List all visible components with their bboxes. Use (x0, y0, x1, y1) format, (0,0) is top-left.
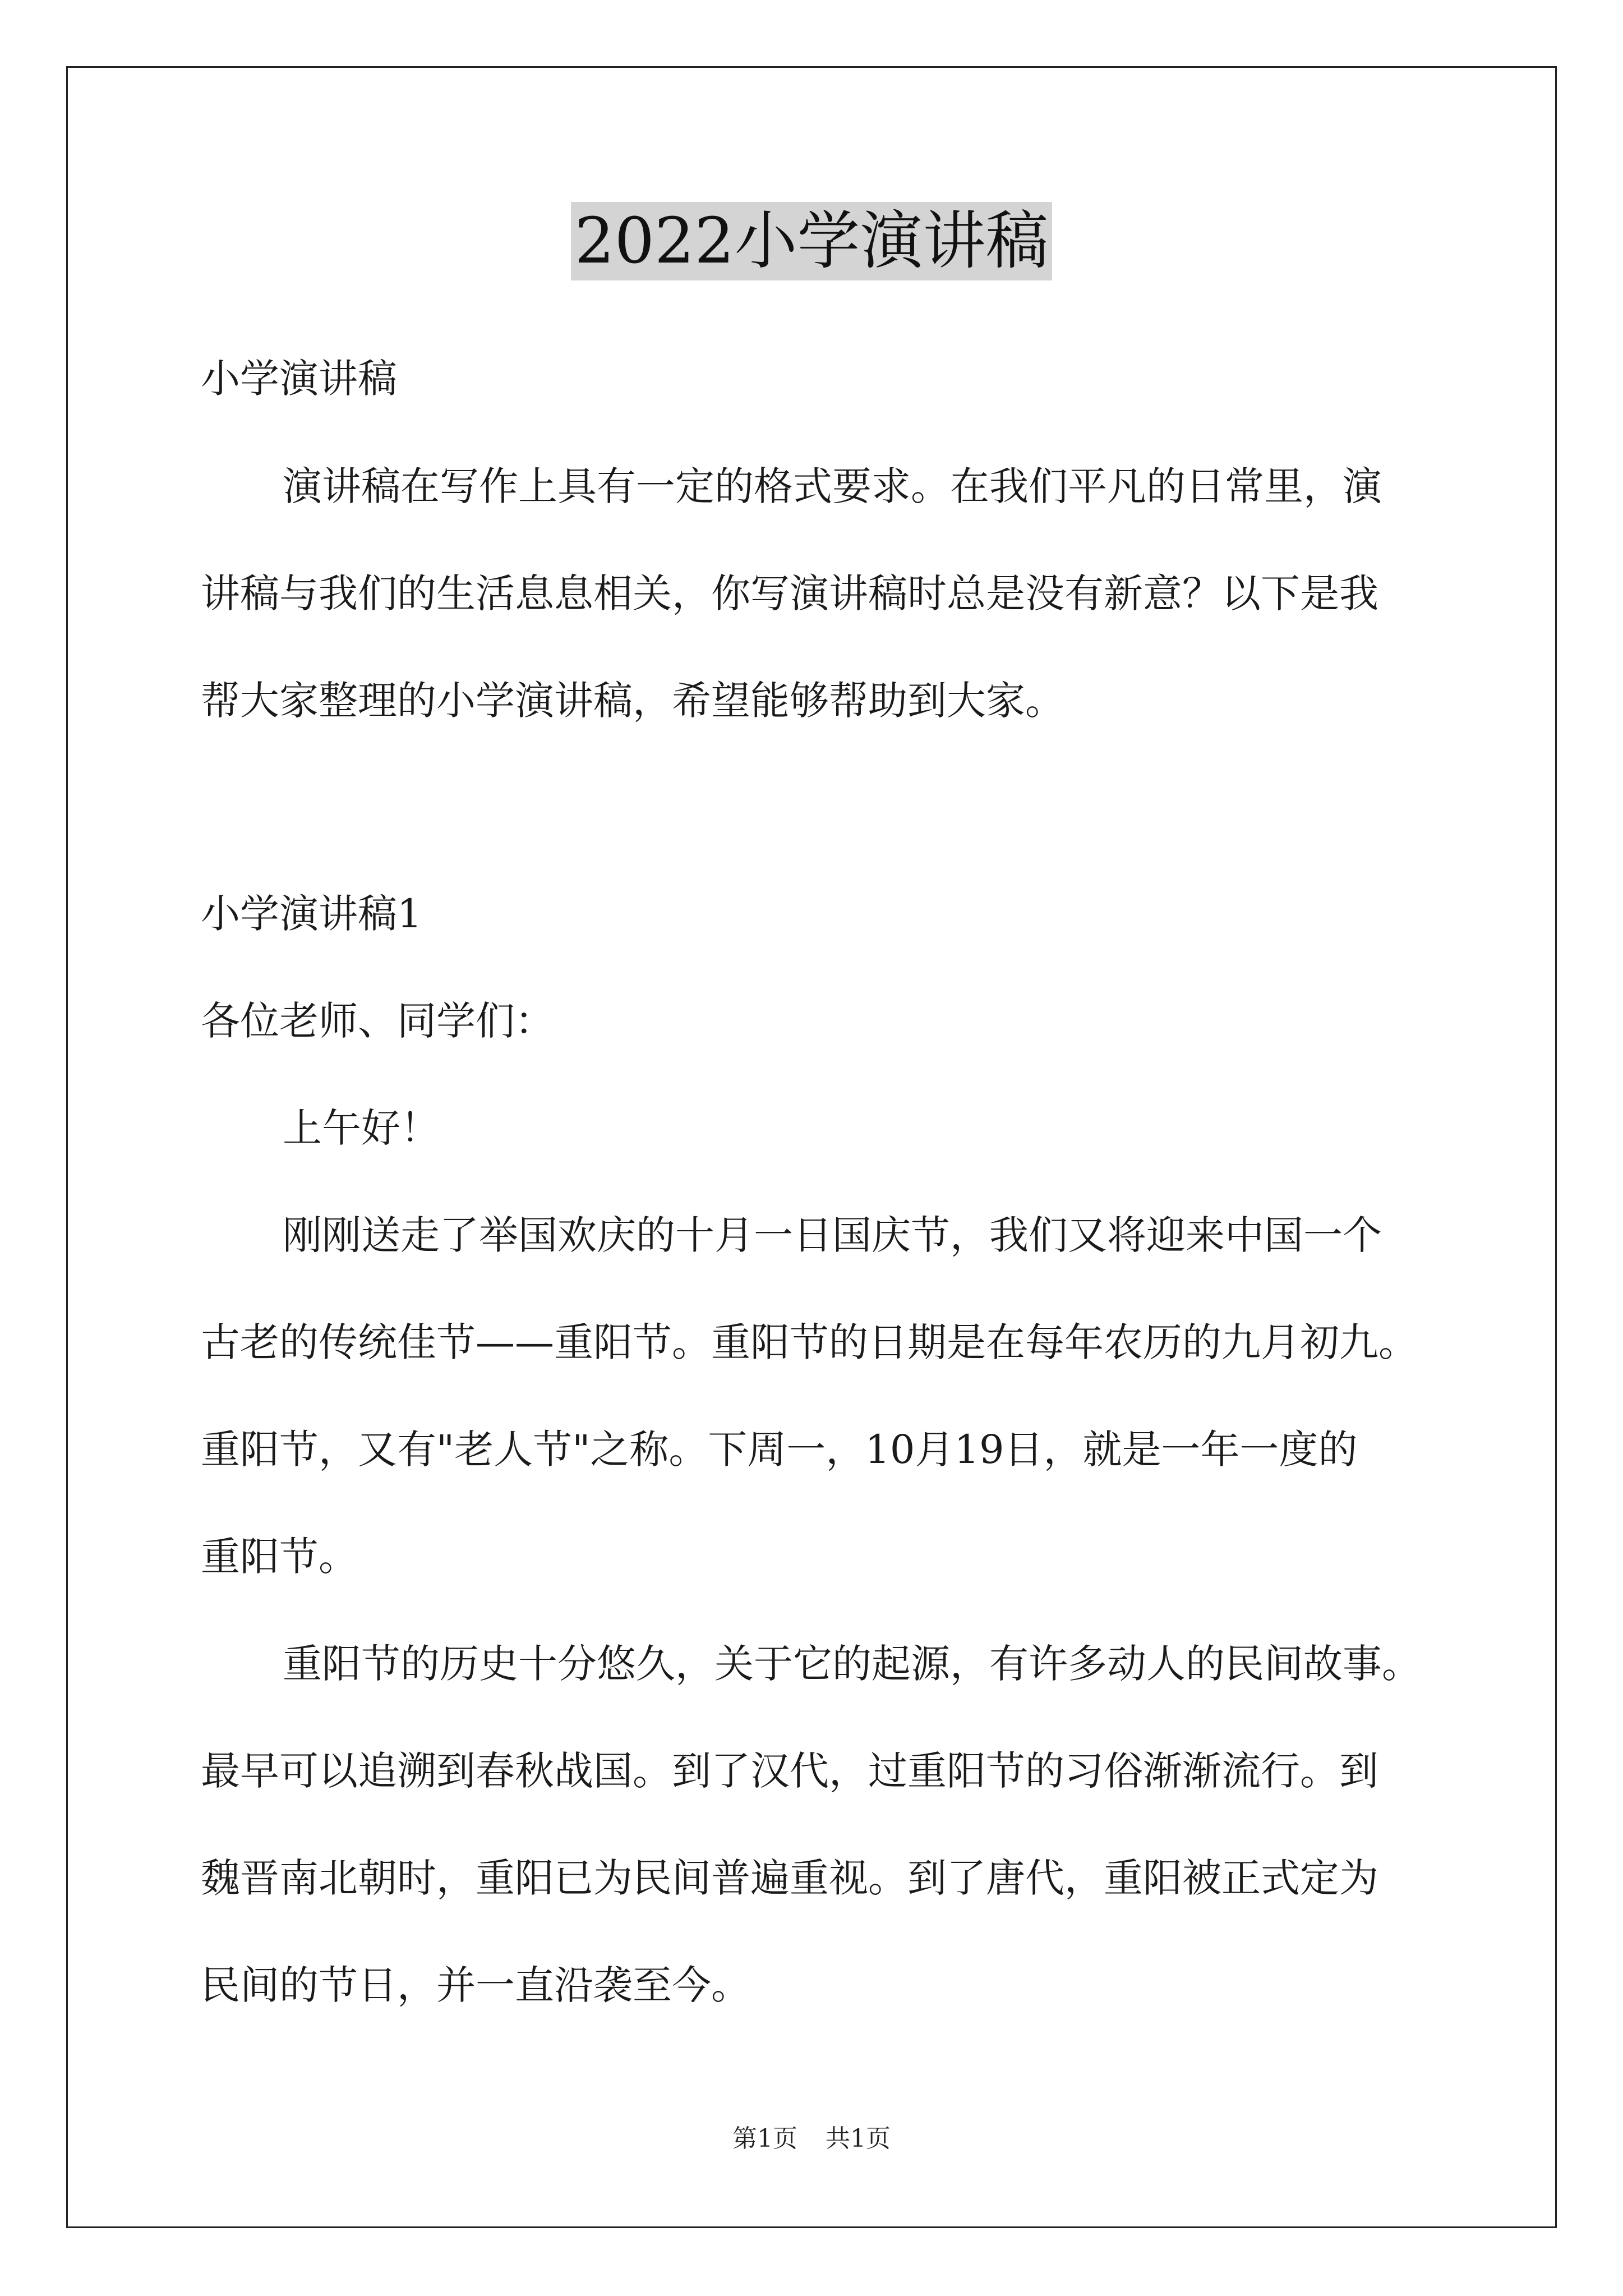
paragraph2-line-1: 重阳节的历史十分悠久，关于它的起源，有许多动人的民间故事。 (283, 1641, 1421, 1687)
paragraph1-line-4: 重阳节。 (201, 1534, 358, 1580)
document-title: 2022小学演讲稿 (571, 202, 1052, 280)
page-number: 第1页 (732, 2124, 797, 2153)
paragraph2-line-2: 最早可以追溯到春秋战国。到了汉代，过重阳节的习俗渐渐流行。到 (201, 1748, 1378, 1794)
paragraph2-line-4: 民间的节日，并一直沿袭至今。 (201, 1962, 750, 2008)
intro-line-2: 讲稿与我们的生活息息相关，你写演讲稿时总是没有新意？以下是我 (201, 570, 1378, 616)
paragraph2-line-3: 魏晋南北朝时，重阳已为民间普遍重视。到了唐代，重阳被正式定为 (201, 1855, 1378, 1901)
paragraph1-line-3: 重阳节，又有"老人节"之称。下周一，10月19日，就是一年一度的 (201, 1427, 1358, 1473)
section-heading: 小学演讲稿1 (201, 891, 422, 937)
page-total: 共1页 (826, 2124, 891, 2153)
greeting: 上午好！ (283, 1105, 440, 1151)
title-container (0, 202, 1623, 280)
intro-line-3: 帮大家整理的小学演讲稿，希望能够帮助到大家。 (201, 678, 1064, 724)
page-footer (0, 2123, 1623, 2155)
paragraph1-line-1: 刚刚送走了举国欢庆的十月一日国庆节，我们又将迎来中国一个 (283, 1212, 1382, 1258)
subtitle: 小学演讲稿 (201, 356, 397, 402)
intro-line-1: 演讲稿在写作上具有一定的格式要求。在我们平凡的日常里，演 (283, 463, 1382, 509)
salutation: 各位老师、同学们： (201, 998, 554, 1044)
paragraph1-line-2: 古老的传统佳节——重阳节。重阳节的日期是在每年农历的九月初九。 (201, 1319, 1418, 1365)
